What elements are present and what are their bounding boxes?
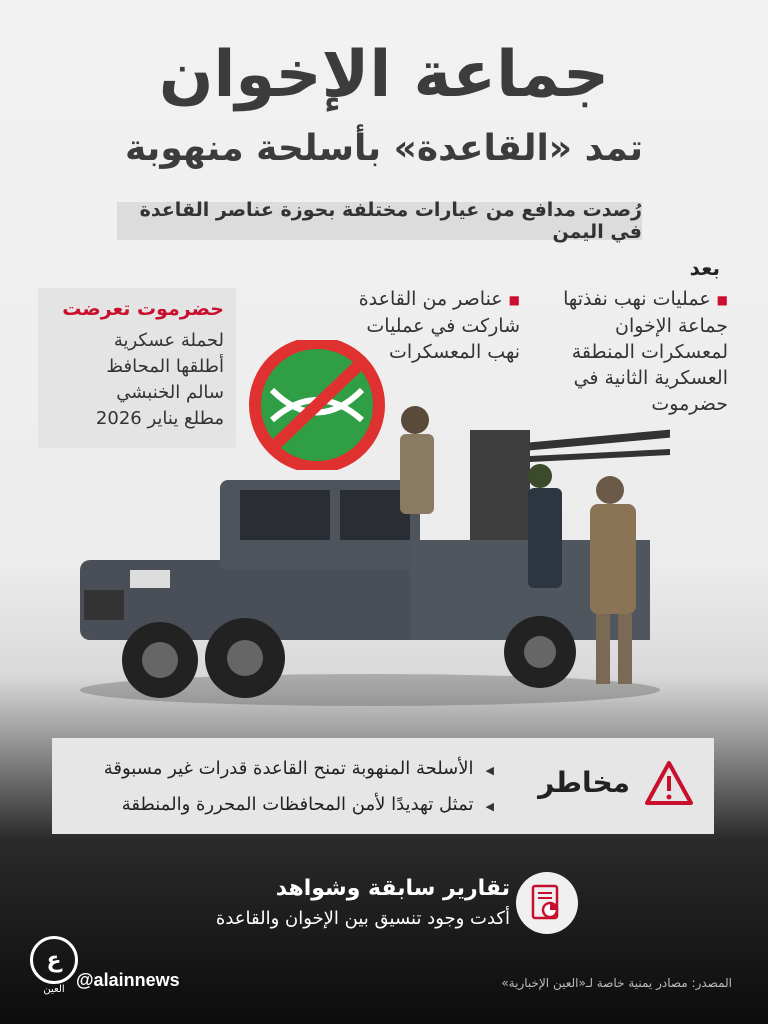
warning-icon <box>644 760 694 806</box>
looting-line: ■عمليات نهب نفذتها <box>563 288 728 310</box>
bullet-icon: ■ <box>508 292 520 307</box>
risk-item: ◀الأسلحة المنهوبة تمنح القاعدة قدرات غير مسبوقة <box>103 758 494 779</box>
reports-title: تقارير سابقة وشواهد <box>275 876 510 901</box>
risks-box <box>52 738 714 834</box>
after-label: بعد <box>689 256 720 280</box>
looting-line: لمعسكرات المنطقة <box>571 340 728 363</box>
reports-text: أكدت وجود تنسيق بين الإخوان والقاعدة <box>215 908 510 929</box>
alain-logo-icon: ع <box>30 936 78 984</box>
hadramout-line: أطلقها المحافظ <box>106 356 224 377</box>
brand-name: العين <box>43 984 65 995</box>
hadramout-heading: حضرموت تعرضت <box>62 298 224 320</box>
looting-line: العسكرية الثانية في <box>573 366 728 389</box>
pointer-icon: ◀ <box>485 764 494 777</box>
risk-item: ◀تمثل تهديدًا لأمن المحافظات المحررة والمنطقة <box>121 794 494 815</box>
bullet-icon: ■ <box>716 292 728 307</box>
risks-label: مخاطر <box>538 766 630 799</box>
pointer-icon: ◀ <box>485 800 494 813</box>
looting-line: حضرموت <box>651 392 728 415</box>
hadramout-line: سالم الخنبشي <box>116 382 224 403</box>
qaeda-line: نهب المعسكرات <box>388 340 520 363</box>
page-subtitle: تمد «القاعدة» بأسلحة منهوبة <box>124 128 644 169</box>
social-handle: @alainnews <box>76 970 180 990</box>
qaeda-line: شاركت في عمليات <box>366 314 520 337</box>
document-chart-icon <box>516 872 578 934</box>
armed-pickup-image <box>70 390 670 710</box>
intro-banner: رُصدت مدافع من عيارات مختلفة بحوزة عناصر القاعدة في اليمن <box>117 202 642 240</box>
hadramout-line: مطلع يناير 2026 <box>95 408 224 429</box>
page-title: جماعة الإخوان <box>158 38 610 112</box>
looting-line: جماعة الإخوان <box>615 314 728 337</box>
risks-list <box>104 752 494 824</box>
hadramout-line: لحملة عسكرية <box>113 330 224 351</box>
source-note: المصدر: مصادر يمنية خاصة لـ«العين الإخبارية» <box>501 976 732 990</box>
qaeda-line: ■عناصر من القاعدة <box>358 288 520 310</box>
